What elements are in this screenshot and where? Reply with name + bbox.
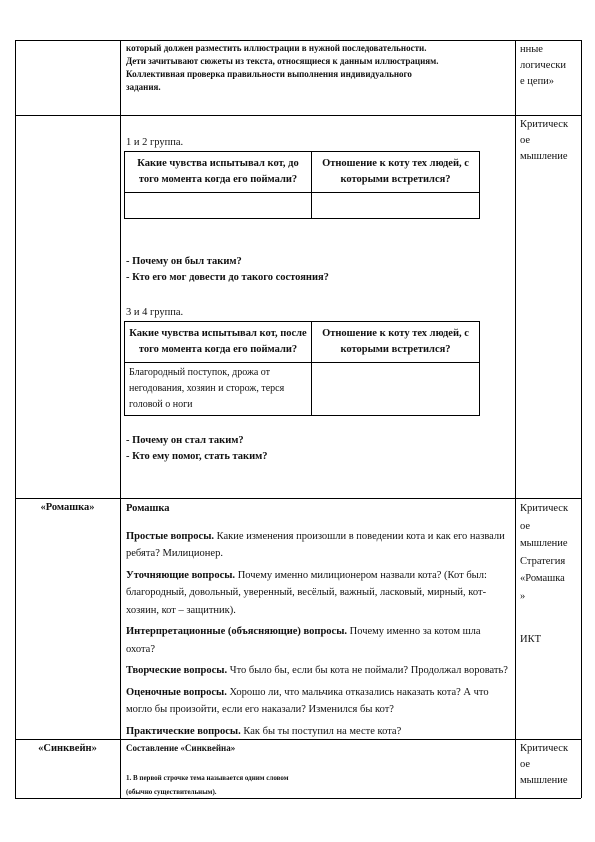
group1-col1-cell xyxy=(125,193,312,219)
paragraph-text: Какие изменения произошли в поведении кота и как его назвали ребята? Милиционер. xyxy=(126,530,505,559)
paragraph-label: Уточняющие вопросы. xyxy=(126,569,236,581)
text-line: (обычно существительным). xyxy=(126,788,217,796)
paragraph-text: Что было бы, если бы кота не поймали? Продолжал воровать? xyxy=(227,665,508,676)
sinkveyn-left-label: «Синквейн» xyxy=(38,743,97,754)
text-line: » xyxy=(520,590,526,602)
text-line: Критическ xyxy=(520,503,569,514)
question-line: - Почему он стал таким? xyxy=(126,435,244,446)
question-paragraph xyxy=(126,723,512,741)
paragraph-text: Почему именно за котом шла охота? xyxy=(126,626,481,655)
text-line: «Ромашка xyxy=(520,573,565,584)
paragraph-text: Хорошо ли, что мальчика отказались наказать кота? А что могло бы произойти, если его наказали? Изменился бы кот? xyxy=(126,686,489,715)
table-border-bottom xyxy=(15,798,581,799)
ikt-label: ИКТ xyxy=(520,634,541,645)
paragraph-label: Простые вопросы. xyxy=(126,530,215,542)
text-line: 1. В первой строчке тема называется одним словом xyxy=(126,774,289,782)
group1-questions xyxy=(126,254,329,286)
group2-col1-header: Какие чувства испытывал кот, после того момента когда его поймали? xyxy=(125,322,312,363)
column-divider-2 xyxy=(515,40,516,798)
top-row-right xyxy=(520,42,580,90)
group2-questions xyxy=(126,433,268,465)
group1-col2-header: Отношение к коту тех людей, с которыми встретился? xyxy=(312,152,480,193)
paragraph-label: Практические вопросы. xyxy=(126,725,241,737)
group1-col1-header: Какие чувства испытывал кот, до того момента когда его поймали? xyxy=(125,152,312,193)
text-line: мышление xyxy=(520,775,568,786)
text-line: логически xyxy=(520,60,566,71)
question-paragraph xyxy=(126,662,512,680)
text-line: который должен разместить иллюстрации в нужной последовательности. xyxy=(126,43,427,53)
group2-col2-header: Отношение к коту тех людей, с которыми встретился? xyxy=(312,322,480,363)
text-line: е цепи» xyxy=(520,76,555,87)
table-border-left xyxy=(15,40,16,798)
text-line: мышление xyxy=(520,538,568,549)
group1-label: 1 и 2 группа. xyxy=(126,137,184,148)
text-line: Критическ xyxy=(520,119,569,130)
romashka-right xyxy=(520,500,580,605)
romashka-left-label: «Ромашка» xyxy=(40,502,95,513)
question-paragraph xyxy=(126,623,512,658)
table-border-top xyxy=(15,40,581,41)
paragraph-text: Как бы ты поступил на месте кота? xyxy=(240,725,402,737)
question-paragraph xyxy=(126,528,512,563)
text-line: Критическ xyxy=(520,743,569,754)
row2-right xyxy=(520,117,580,165)
question-paragraph xyxy=(126,684,512,719)
sinkveyn-step1 xyxy=(126,773,289,797)
text-line: ое xyxy=(520,520,531,532)
text-line: нные xyxy=(520,44,543,55)
romashka-content xyxy=(126,500,512,744)
sinkveyn-right xyxy=(520,741,580,789)
question-line: - Кто его мог довести до такого состояния? xyxy=(126,272,329,283)
group1-table xyxy=(124,151,480,219)
text-line: задания. xyxy=(126,82,161,92)
text-line: ое xyxy=(520,135,531,146)
group2-table xyxy=(124,321,480,416)
group2-label: 3 и 4 группа. xyxy=(126,307,184,318)
row-divider-1 xyxy=(15,115,581,116)
sinkveyn-title: Составление «Синквейна» xyxy=(126,743,236,753)
table-border-right xyxy=(581,40,582,798)
text-line: Коллективная проверка правильности выполнения индивидуального xyxy=(126,69,412,79)
paragraph-text: Почему именно милиционером назвали кота? (Кот был: благородный, довольный, уверенный, весёлый, важный, ласковый, мирный, кот- хозяин, кот – защитник). xyxy=(126,569,487,616)
question-line: - Почему он был таким? xyxy=(126,256,242,267)
group2-col1-cell: Благородный поступок, дрожа от негодования, хозяин и сторож, терся головой о ноги xyxy=(125,363,312,416)
paragraph-label: Оценочные вопросы. xyxy=(126,686,227,698)
text-line: Стратегия xyxy=(520,555,566,567)
group2-col2-cell xyxy=(312,363,480,416)
paragraph-label: Творческие вопросы. xyxy=(126,665,228,676)
question-line: - Кто ему помог, стать таким? xyxy=(126,451,268,462)
column-divider-1 xyxy=(120,40,121,798)
text-line: ое xyxy=(520,759,531,770)
row-divider-2 xyxy=(15,498,581,499)
romashka-title: Ромашка xyxy=(126,503,170,514)
paragraph-label: Интерпретационные (объясняющие) вопросы. xyxy=(126,626,348,637)
question-paragraph xyxy=(126,567,512,620)
text-line: мышление xyxy=(520,151,568,162)
top-row-text xyxy=(126,42,514,94)
text-line: Дети зачитывают сюжеты из текста, относящиеся к данным иллюстрациям. xyxy=(126,56,439,66)
group1-col2-cell xyxy=(312,193,480,219)
